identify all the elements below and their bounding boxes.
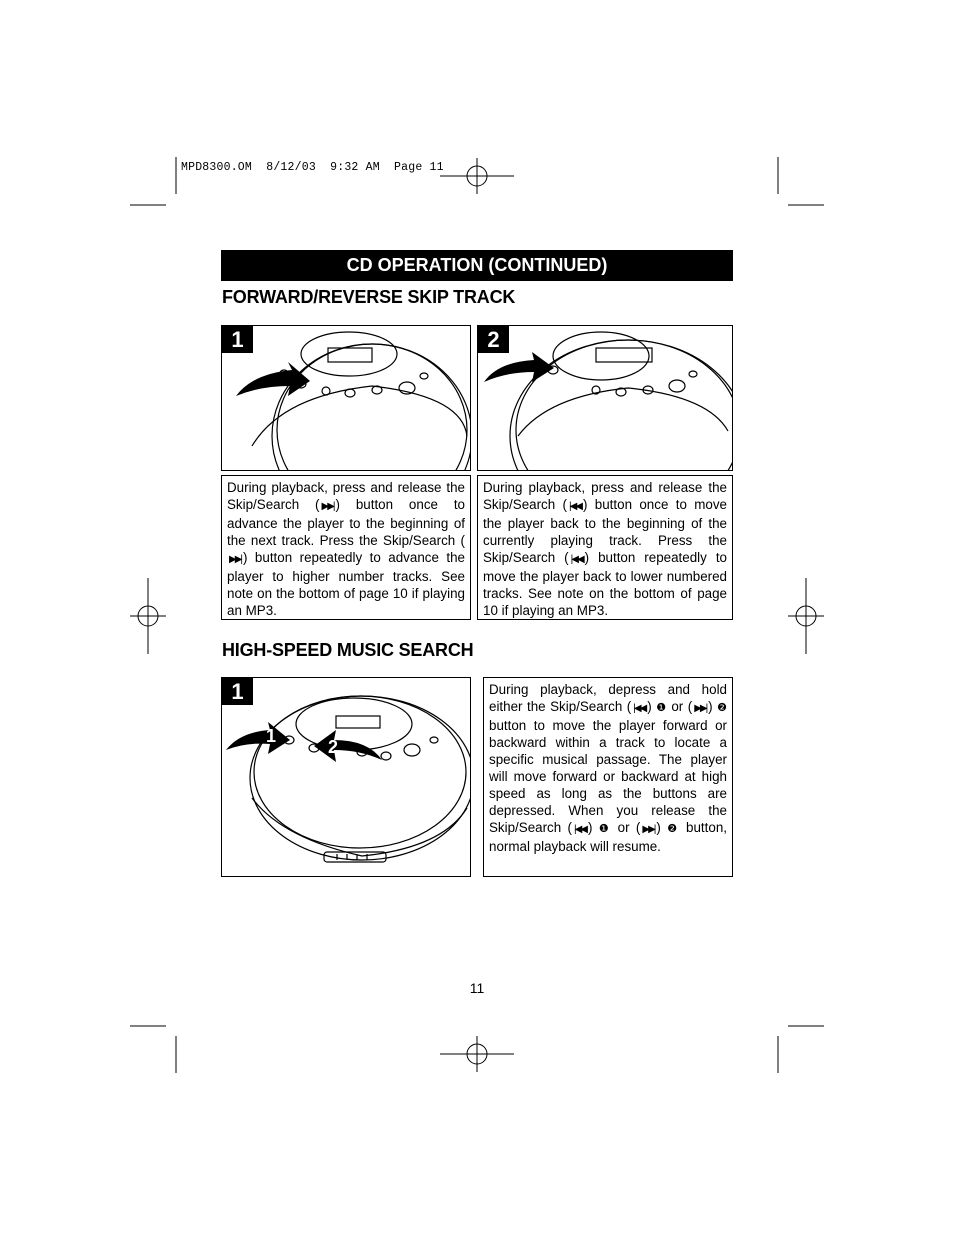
callout-number: 1 (266, 726, 277, 746)
step-badge: 1 (222, 326, 253, 353)
skip-reverse-icon: |◀◀ (574, 824, 586, 835)
instruction-text: ) button repeatedly to move the player back to lower numbered tracks. See note on the bottom of page 10 if playing an MP3. (483, 550, 727, 618)
music-search-instructions (483, 677, 733, 877)
instruction-text: During playback, press and release the Skip/Search ( (483, 480, 727, 512)
instruction-text: ) button once to move the player back to the beginning of the currently playing track. Press the Skip/Search ( (483, 497, 727, 565)
instruction-text: or ( (666, 699, 693, 714)
print-header: MPD8300.OM 8/12/03 9:32 AM Page 11 (181, 161, 444, 174)
skip-forward-icon: ▶▶| (642, 824, 655, 835)
skip-reverse-icon: |◀◀ (570, 554, 583, 565)
skip-reverse-icon: |◀◀ (633, 703, 646, 714)
skip-forward-figure (221, 325, 471, 471)
circled-one-icon: ❶ (598, 823, 612, 835)
callout-number: 2 (328, 737, 339, 757)
instruction-text: ) button repeatedly to advance the player to higher number tracks. See note on the bottom of page 10 if playing an MP3. (227, 550, 465, 618)
skip-reverse-figure (477, 325, 733, 471)
cd-player-illustration (478, 326, 733, 471)
step-badge: 1 (222, 678, 253, 705)
page-number: 11 (469, 980, 485, 996)
circled-two-icon: ❷ (717, 702, 727, 714)
instruction-text: ) (647, 699, 657, 714)
instruction-text: ) button once to advance the player to the beginning of the next track. Press the Skip/Search ( (227, 497, 465, 548)
circled-two-icon: ❷ (667, 823, 680, 835)
instruction-text: During playback, press and release the Skip/Search ( (227, 480, 465, 512)
section-banner: CD OPERATION (CONTINUED) (221, 250, 733, 281)
skip-reverse-icon: |◀◀ (569, 501, 581, 512)
instruction-text: ) (656, 820, 668, 835)
skip-forward-icon: ▶▶| (321, 501, 334, 512)
cd-player-illustration (222, 678, 471, 877)
instruction-text: During playback, depress and hold either the Skip/Search ( (489, 682, 727, 714)
circled-one-icon: ❶ (656, 702, 667, 714)
music-search-title: HIGH-SPEED MUSIC SEARCH (222, 640, 474, 660)
step-badge: 2 (478, 326, 509, 353)
skip-track-title: FORWARD/REVERSE SKIP TRACK (222, 287, 516, 307)
instruction-text: button to move the player forward or backward within a track to locate a specific musical passage. The player will move forward or backward at high speed as long as the buttons are depressed. When you release the Skip/Search ( (489, 718, 727, 835)
instruction-text: ) (708, 699, 718, 714)
music-search-figure (221, 677, 471, 877)
instruction-text: ) (588, 820, 599, 835)
skip-forward-icon: ▶▶| (229, 554, 241, 565)
instruction-text: button, normal playback will resume. (489, 820, 727, 854)
instruction-text: or ( (611, 820, 641, 835)
cd-player-illustration (222, 326, 471, 471)
skip-forward-instructions (221, 475, 471, 620)
skip-reverse-instructions (477, 475, 733, 620)
skip-forward-icon: ▶▶| (694, 703, 707, 714)
